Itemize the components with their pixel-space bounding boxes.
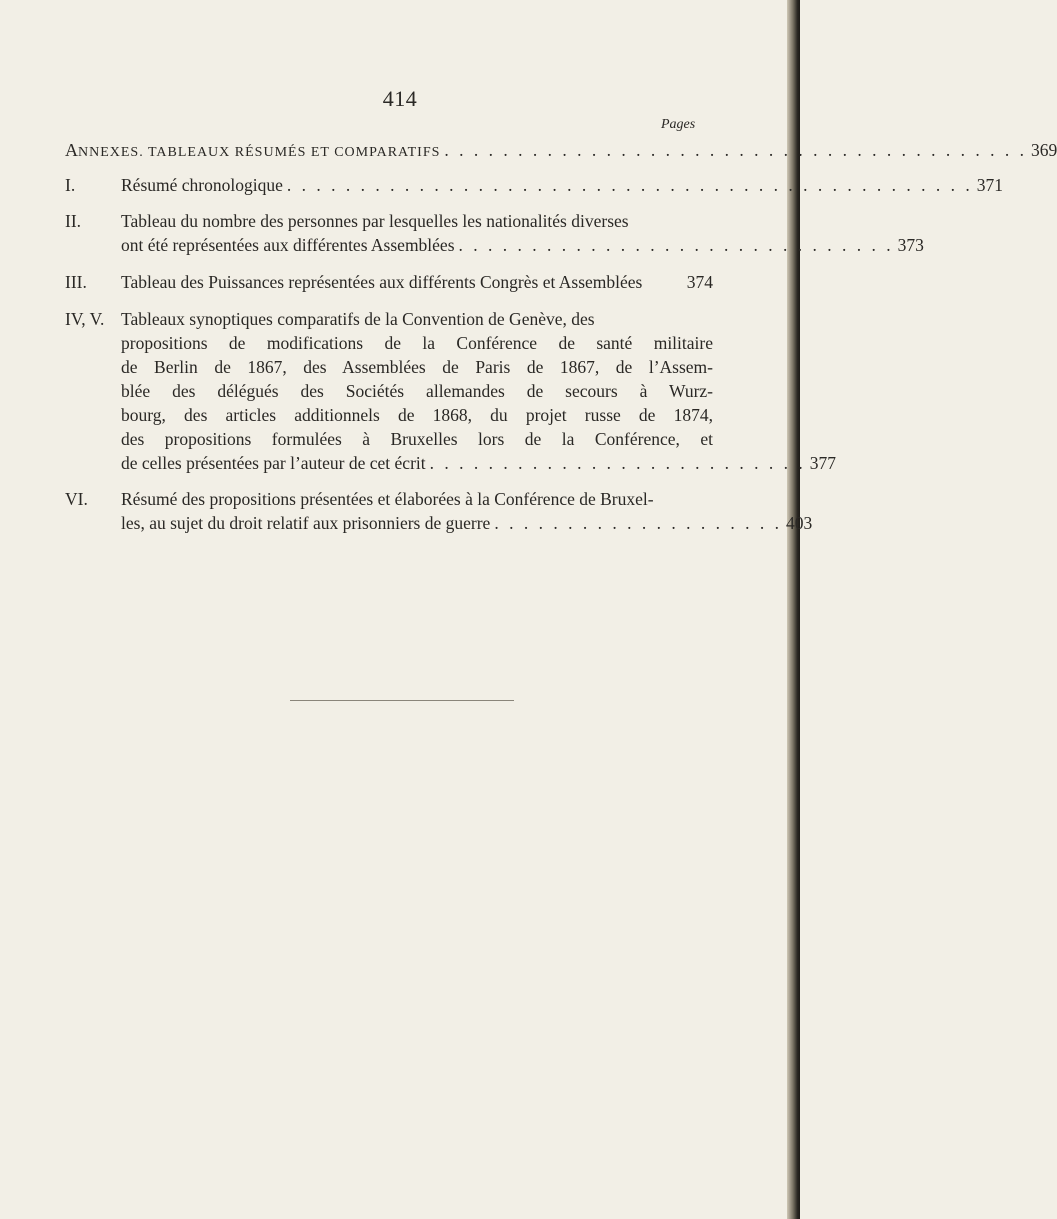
entry-title: Tableau des Puissances représentées aux différents Congrès et Assemblées (121, 272, 643, 292)
entry-number: VI. (65, 489, 88, 509)
entry-page: 403 (785, 513, 813, 533)
entry-line: Tableau du nombre des personnes par lesquelles les nationalités diverses (121, 211, 629, 231)
entry-title: Résumé chronologique (121, 175, 283, 195)
page-number: 414 (382, 86, 418, 111)
entry-line: de Berlin de 1867, des Assemblées de Paris de 1867, de l’Assem- (121, 357, 713, 377)
toc-entry-3 (65, 270, 713, 294)
annexes-page: 369 (1031, 140, 1057, 160)
entry-line: blée des délégués des Sociétés allemandes de secours à Wurz- (121, 381, 713, 401)
entry-number: IV, V. (65, 309, 105, 329)
dot-leader: . . . . . . . . . . . . . . . . . . . . . . . . . . . . . . (458, 235, 894, 255)
pages-column-label: Pages (661, 117, 696, 132)
dot-leader: . . . . . . . . . . . . . . . . . . . . . . . . . . (429, 453, 806, 473)
entry-page: 374 (686, 272, 713, 292)
entry-line: Résumé des propositions présentées et élaborées à la Conférence de Bruxel- (121, 489, 654, 509)
entry-line: propositions de modifications de la Conférence de santé militaire (121, 333, 713, 353)
toc-entry-2 (65, 209, 924, 257)
entry-line: bourg, des articles additionnels de 1868, du projet russe de 1874, (121, 405, 713, 425)
entry-line-last: ont été représentées aux différentes Assemblées (121, 235, 455, 255)
toc-entry-4 (65, 307, 836, 475)
annexes-title (65, 138, 440, 165)
dot-leader: . . . . . . . . . . . . . . . . . . . . . . . . . . . . . . . . . . . . . . . . . . . . . . . (286, 175, 973, 195)
dot-leader: . . . . . . . . . . . . . . . . . . . . (494, 513, 782, 533)
end-rule-divider (290, 700, 514, 701)
toc-entry-1 (65, 173, 1003, 197)
entry-number: I. (65, 175, 76, 195)
annexes-title-initial: A (65, 140, 78, 160)
entry-page: 371 (976, 175, 1003, 195)
entry-line: Tableaux synoptiques comparatifs de la Convention de Genève, des (121, 309, 595, 329)
entry-line-last: de celles présentées par l’auteur de cet écrit (121, 453, 426, 473)
annexes-entry (65, 138, 1057, 165)
dot-leader: . . . . . . . . . . . . . . . . . . . . . . . . . . . . . . . . . . . . . . . . (444, 140, 1028, 160)
toc-entry-5 (65, 487, 813, 535)
entry-number: II. (65, 211, 82, 231)
annexes-title-rest: NNEXES. TABLEAUX RÉSUMÉS ET COMPARATIFS (78, 145, 441, 160)
entry-number: III. (65, 272, 87, 292)
entry-line-last: les, au sujet du droit relatif aux prisonniers de guerre (121, 513, 491, 533)
entry-page: 373 (897, 235, 924, 255)
entry-page: 377 (809, 453, 836, 473)
entry-line: des propositions formulées à Bruxelles lors de la Conférence, et (121, 429, 713, 449)
